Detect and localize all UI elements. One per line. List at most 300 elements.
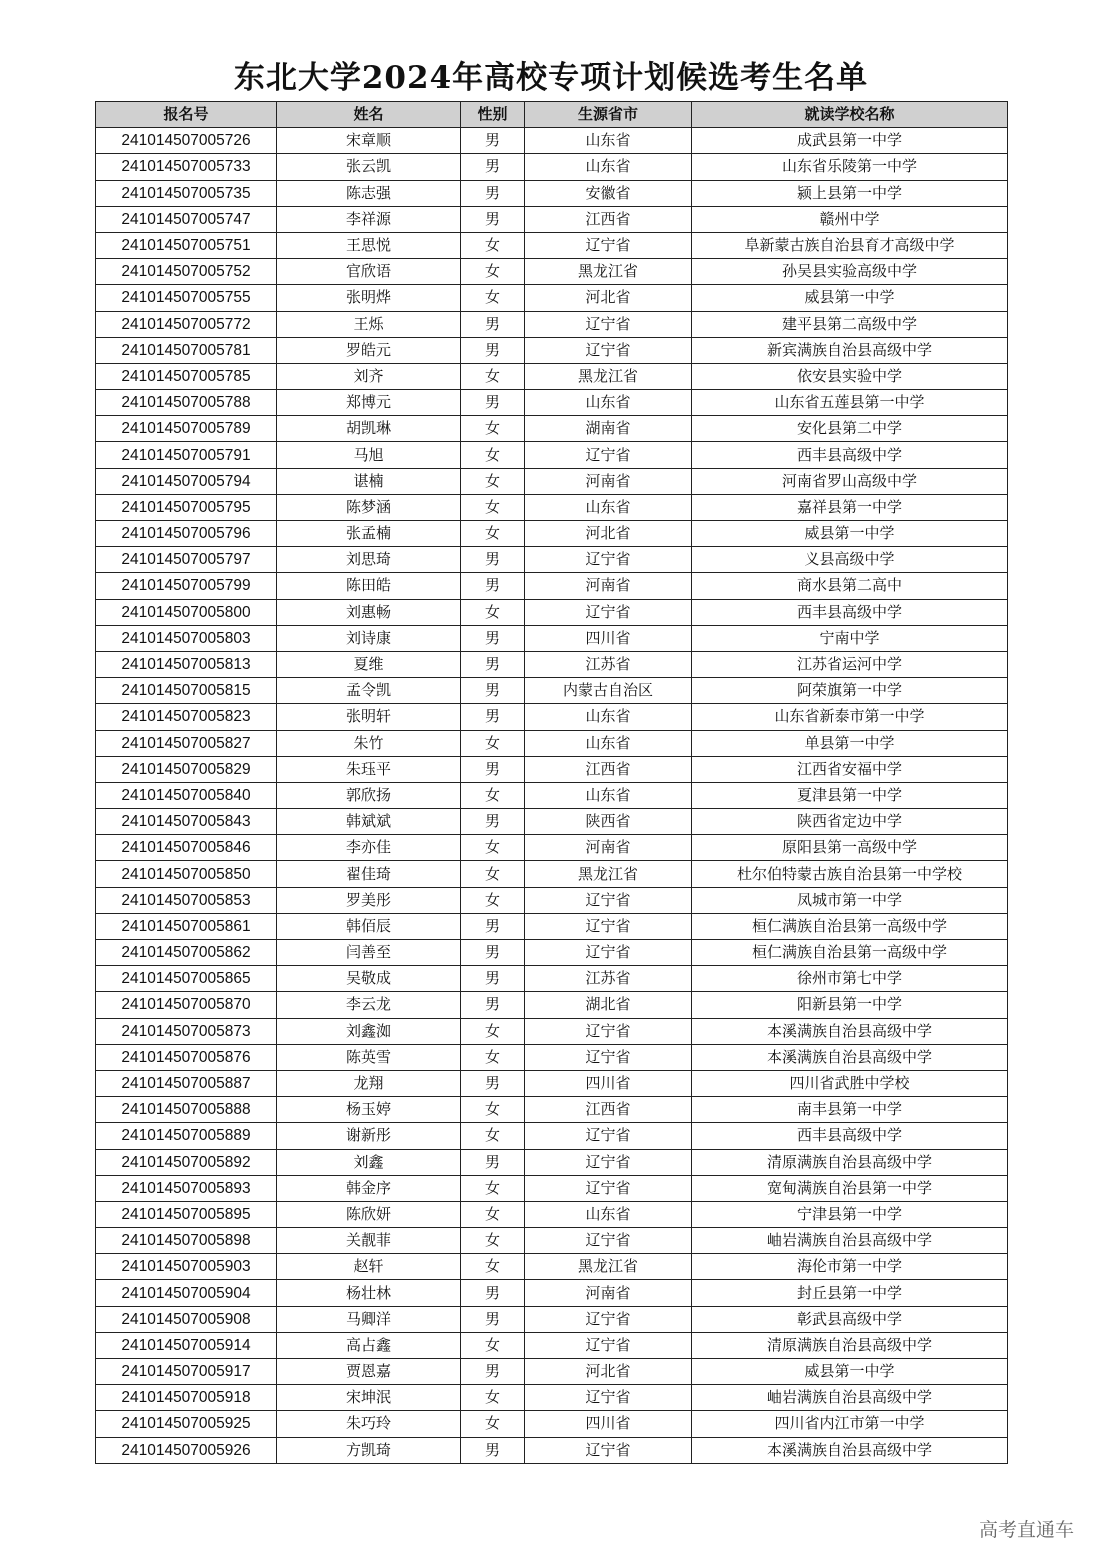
cell-province: 四川省	[525, 1070, 692, 1096]
table-row	[96, 730, 1008, 756]
cell-student-name: 陈梦涵	[277, 494, 461, 520]
table-row	[96, 1018, 1008, 1044]
cell-registration-number: 241014507005914	[96, 1332, 277, 1358]
cell-registration-number: 241014507005873	[96, 1018, 277, 1044]
cell-student-name: 杨玉婷	[277, 1097, 461, 1123]
cell-school-name: 宁南中学	[692, 625, 1008, 651]
table-header	[96, 102, 1008, 128]
cell-school-name: 岫岩满族自治县高级中学	[692, 1228, 1008, 1254]
table-row	[96, 913, 1008, 939]
cell-registration-number: 241014507005889	[96, 1123, 277, 1149]
cell-province: 河南省	[525, 468, 692, 494]
cell-student-name: 高占鑫	[277, 1332, 461, 1358]
cell-gender: 女	[461, 521, 525, 547]
cell-school-name: 原阳县第一高级中学	[692, 835, 1008, 861]
cell-province: 山东省	[525, 730, 692, 756]
cell-gender: 女	[461, 1097, 525, 1123]
cell-gender: 男	[461, 128, 525, 154]
cell-province: 辽宁省	[525, 599, 692, 625]
table-row	[96, 1044, 1008, 1070]
cell-student-name: 龙翔	[277, 1070, 461, 1096]
cell-province: 河北省	[525, 521, 692, 547]
cell-province: 山东省	[525, 128, 692, 154]
cell-registration-number: 241014507005747	[96, 206, 277, 232]
table-row	[96, 1280, 1008, 1306]
cell-province: 辽宁省	[525, 337, 692, 363]
cell-school-name: 彰武县高级中学	[692, 1306, 1008, 1332]
cell-student-name: 方凯琦	[277, 1437, 461, 1463]
cell-province: 辽宁省	[525, 913, 692, 939]
cell-province: 内蒙古自治区	[525, 678, 692, 704]
cell-province: 河南省	[525, 1280, 692, 1306]
cell-province: 辽宁省	[525, 311, 692, 337]
cell-school-name: 山东省新泰市第一中学	[692, 704, 1008, 730]
cell-school-name: 宽甸满族自治县第一中学	[692, 1175, 1008, 1201]
cell-student-name: 罗皓元	[277, 337, 461, 363]
cell-student-name: 罗美彤	[277, 887, 461, 913]
cell-gender: 女	[461, 232, 525, 258]
table-row	[96, 782, 1008, 808]
table-row	[96, 704, 1008, 730]
cell-registration-number: 241014507005887	[96, 1070, 277, 1096]
cell-province: 四川省	[525, 625, 692, 651]
table-row	[96, 1437, 1008, 1463]
cell-student-name: 陈英雪	[277, 1044, 461, 1070]
cell-student-name: 刘鑫洳	[277, 1018, 461, 1044]
table-row	[96, 363, 1008, 389]
header-name: 姓名	[277, 102, 461, 128]
cell-school-name: 四川省内江市第一中学	[692, 1411, 1008, 1437]
cell-registration-number: 241014507005926	[96, 1437, 277, 1463]
cell-province: 四川省	[525, 1411, 692, 1437]
header-registration-number: 报名号	[96, 102, 277, 128]
cell-school-name: 江苏省运河中学	[692, 651, 1008, 677]
cell-registration-number: 241014507005733	[96, 154, 277, 180]
cell-province: 河南省	[525, 573, 692, 599]
cell-province: 辽宁省	[525, 1228, 692, 1254]
cell-gender: 男	[461, 966, 525, 992]
table-row	[96, 966, 1008, 992]
table-row	[96, 1149, 1008, 1175]
cell-school-name: 徐州市第七中学	[692, 966, 1008, 992]
table-row	[96, 573, 1008, 599]
cell-school-name: 商水县第二高中	[692, 573, 1008, 599]
cell-province: 辽宁省	[525, 232, 692, 258]
table-row	[96, 311, 1008, 337]
cell-student-name: 关靓菲	[277, 1228, 461, 1254]
cell-province: 江西省	[525, 756, 692, 782]
cell-registration-number: 241014507005752	[96, 259, 277, 285]
cell-school-name: 威县第一中学	[692, 285, 1008, 311]
cell-gender: 女	[461, 259, 525, 285]
cell-student-name: 翟佳琦	[277, 861, 461, 887]
cell-registration-number: 241014507005904	[96, 1280, 277, 1306]
cell-gender: 男	[461, 756, 525, 782]
cell-province: 辽宁省	[525, 1149, 692, 1175]
cell-province: 江苏省	[525, 651, 692, 677]
cell-student-name: 陈田皓	[277, 573, 461, 599]
page-title: 东北大学2024年高校专项计划候选考生名单	[233, 60, 869, 96]
cell-student-name: 官欣语	[277, 259, 461, 285]
cell-gender: 男	[461, 154, 525, 180]
cell-province: 江苏省	[525, 966, 692, 992]
cell-student-name: 胡凯琳	[277, 416, 461, 442]
cell-province: 山东省	[525, 704, 692, 730]
cell-province: 山东省	[525, 782, 692, 808]
cell-province: 黑龙江省	[525, 1254, 692, 1280]
cell-registration-number: 241014507005893	[96, 1175, 277, 1201]
cell-school-name: 威县第一中学	[692, 1359, 1008, 1385]
cell-school-name: 河南省罗山高级中学	[692, 468, 1008, 494]
cell-school-name: 依安县实验中学	[692, 363, 1008, 389]
cell-gender: 女	[461, 1254, 525, 1280]
cell-registration-number: 241014507005795	[96, 494, 277, 520]
table-row	[96, 547, 1008, 573]
cell-gender: 男	[461, 940, 525, 966]
cell-gender: 女	[461, 599, 525, 625]
table-row	[96, 1097, 1008, 1123]
cell-student-name: 韩金序	[277, 1175, 461, 1201]
cell-registration-number: 241014507005876	[96, 1044, 277, 1070]
header-province: 生源省市	[525, 102, 692, 128]
cell-gender: 男	[461, 678, 525, 704]
cell-school-name: 阿荣旗第一中学	[692, 678, 1008, 704]
cell-gender: 女	[461, 1385, 525, 1411]
cell-student-name: 闫善至	[277, 940, 461, 966]
cell-gender: 女	[461, 363, 525, 389]
cell-student-name: 马旭	[277, 442, 461, 468]
cell-province: 山东省	[525, 390, 692, 416]
cell-school-name: 岫岩满族自治县高级中学	[692, 1385, 1008, 1411]
cell-gender: 男	[461, 311, 525, 337]
table-row	[96, 1201, 1008, 1227]
cell-student-name: 陈志强	[277, 180, 461, 206]
cell-gender: 男	[461, 625, 525, 651]
cell-student-name: 朱竹	[277, 730, 461, 756]
candidate-table	[95, 101, 1008, 1464]
cell-gender: 女	[461, 1228, 525, 1254]
cell-gender: 男	[461, 651, 525, 677]
cell-school-name: 西丰县高级中学	[692, 599, 1008, 625]
cell-school-name: 威县第一中学	[692, 521, 1008, 547]
cell-student-name: 刘惠畅	[277, 599, 461, 625]
cell-registration-number: 241014507005789	[96, 416, 277, 442]
cell-registration-number: 241014507005846	[96, 835, 277, 861]
cell-student-name: 谌楠	[277, 468, 461, 494]
cell-registration-number: 241014507005853	[96, 887, 277, 913]
cell-student-name: 宋章顺	[277, 128, 461, 154]
cell-school-name: 义县高级中学	[692, 547, 1008, 573]
cell-registration-number: 241014507005898	[96, 1228, 277, 1254]
cell-province: 辽宁省	[525, 1385, 692, 1411]
cell-gender: 女	[461, 285, 525, 311]
cell-registration-number: 241014507005870	[96, 992, 277, 1018]
cell-student-name: 刘鑫	[277, 1149, 461, 1175]
cell-province: 辽宁省	[525, 547, 692, 573]
cell-gender: 男	[461, 992, 525, 1018]
table-row	[96, 232, 1008, 258]
cell-student-name: 韩斌斌	[277, 809, 461, 835]
cell-student-name: 赵轩	[277, 1254, 461, 1280]
cell-registration-number: 241014507005908	[96, 1306, 277, 1332]
table-row	[96, 887, 1008, 913]
cell-school-name: 单县第一中学	[692, 730, 1008, 756]
cell-registration-number: 241014507005918	[96, 1385, 277, 1411]
cell-student-name: 朱珏平	[277, 756, 461, 782]
cell-registration-number: 241014507005785	[96, 363, 277, 389]
cell-registration-number: 241014507005827	[96, 730, 277, 756]
cell-gender: 女	[461, 442, 525, 468]
table-row	[96, 128, 1008, 154]
cell-registration-number: 241014507005843	[96, 809, 277, 835]
cell-school-name: 赣州中学	[692, 206, 1008, 232]
cell-school-name: 颍上县第一中学	[692, 180, 1008, 206]
cell-gender: 女	[461, 1201, 525, 1227]
cell-school-name: 桓仁满族自治县第一高级中学	[692, 913, 1008, 939]
cell-student-name: 谢新彤	[277, 1123, 461, 1149]
table-row	[96, 651, 1008, 677]
cell-gender: 女	[461, 1123, 525, 1149]
table-row	[96, 678, 1008, 704]
cell-gender: 女	[461, 861, 525, 887]
cell-school-name: 嘉祥县第一中学	[692, 494, 1008, 520]
cell-gender: 男	[461, 809, 525, 835]
table-row	[96, 494, 1008, 520]
cell-province: 辽宁省	[525, 442, 692, 468]
cell-province: 辽宁省	[525, 1332, 692, 1358]
cell-registration-number: 241014507005797	[96, 547, 277, 573]
cell-registration-number: 241014507005925	[96, 1411, 277, 1437]
cell-student-name: 朱巧玲	[277, 1411, 461, 1437]
cell-gender: 女	[461, 887, 525, 913]
cell-school-name: 宁津县第一中学	[692, 1201, 1008, 1227]
cell-gender: 男	[461, 390, 525, 416]
table-row	[96, 940, 1008, 966]
table-row	[96, 521, 1008, 547]
cell-school-name: 孙吴县实验高级中学	[692, 259, 1008, 285]
cell-province: 江西省	[525, 206, 692, 232]
cell-gender: 女	[461, 730, 525, 756]
table-row	[96, 835, 1008, 861]
table-row	[96, 625, 1008, 651]
cell-registration-number: 241014507005735	[96, 180, 277, 206]
table-row	[96, 285, 1008, 311]
cell-student-name: 郑博元	[277, 390, 461, 416]
cell-province: 辽宁省	[525, 1018, 692, 1044]
table-row	[96, 861, 1008, 887]
table-row	[96, 1070, 1008, 1096]
cell-province: 辽宁省	[525, 1175, 692, 1201]
cell-province: 黑龙江省	[525, 363, 692, 389]
cell-school-name: 本溪满族自治县高级中学	[692, 1044, 1008, 1070]
table-row	[96, 756, 1008, 782]
cell-gender: 女	[461, 416, 525, 442]
cell-gender: 女	[461, 1044, 525, 1070]
cell-gender: 男	[461, 573, 525, 599]
cell-registration-number: 241014507005895	[96, 1201, 277, 1227]
cell-student-name: 贾恩嘉	[277, 1359, 461, 1385]
cell-province: 山东省	[525, 154, 692, 180]
cell-school-name: 凤城市第一中学	[692, 887, 1008, 913]
cell-gender: 男	[461, 1306, 525, 1332]
cell-student-name: 韩佰辰	[277, 913, 461, 939]
table-row	[96, 442, 1008, 468]
cell-registration-number: 241014507005840	[96, 782, 277, 808]
cell-student-name: 郭欣扬	[277, 782, 461, 808]
cell-province: 湖南省	[525, 416, 692, 442]
table-row	[96, 1228, 1008, 1254]
table-row	[96, 1254, 1008, 1280]
table-row	[96, 1332, 1008, 1358]
cell-registration-number: 241014507005726	[96, 128, 277, 154]
cell-registration-number: 241014507005865	[96, 966, 277, 992]
cell-school-name: 清原满族自治县高级中学	[692, 1149, 1008, 1175]
cell-student-name: 马卿洋	[277, 1306, 461, 1332]
cell-province: 山东省	[525, 1201, 692, 1227]
cell-province: 陕西省	[525, 809, 692, 835]
table-row	[96, 1175, 1008, 1201]
cell-registration-number: 241014507005888	[96, 1097, 277, 1123]
cell-gender: 女	[461, 468, 525, 494]
cell-school-name: 山东省乐陵第一中学	[692, 154, 1008, 180]
cell-gender: 男	[461, 1149, 525, 1175]
cell-student-name: 孟令凯	[277, 678, 461, 704]
header-row	[96, 102, 1008, 128]
cell-registration-number: 241014507005829	[96, 756, 277, 782]
cell-registration-number: 241014507005815	[96, 678, 277, 704]
cell-student-name: 李亦佳	[277, 835, 461, 861]
cell-school-name: 海伦市第一中学	[692, 1254, 1008, 1280]
cell-student-name: 杨壮林	[277, 1280, 461, 1306]
cell-registration-number: 241014507005772	[96, 311, 277, 337]
cell-school-name: 封丘县第一中学	[692, 1280, 1008, 1306]
cell-school-name: 陕西省定边中学	[692, 809, 1008, 835]
cell-school-name: 桓仁满族自治县第一高级中学	[692, 940, 1008, 966]
cell-gender: 女	[461, 1332, 525, 1358]
cell-registration-number: 241014507005751	[96, 232, 277, 258]
table-row	[96, 416, 1008, 442]
cell-gender: 女	[461, 1018, 525, 1044]
cell-student-name: 吴敬成	[277, 966, 461, 992]
cell-gender: 男	[461, 1280, 525, 1306]
cell-registration-number: 241014507005803	[96, 625, 277, 651]
cell-province: 湖北省	[525, 992, 692, 1018]
cell-registration-number: 241014507005788	[96, 390, 277, 416]
cell-gender: 男	[461, 206, 525, 232]
cell-school-name: 山东省五莲县第一中学	[692, 390, 1008, 416]
cell-school-name: 江西省安福中学	[692, 756, 1008, 782]
header-school: 就读学校名称	[692, 102, 1008, 128]
cell-registration-number: 241014507005892	[96, 1149, 277, 1175]
table-row	[96, 180, 1008, 206]
table-row	[96, 1306, 1008, 1332]
cell-school-name: 夏津县第一中学	[692, 782, 1008, 808]
cell-registration-number: 241014507005799	[96, 573, 277, 599]
cell-school-name: 本溪满族自治县高级中学	[692, 1437, 1008, 1463]
cell-school-name: 西丰县高级中学	[692, 1123, 1008, 1149]
table-row	[96, 992, 1008, 1018]
cell-school-name: 建平县第二高级中学	[692, 311, 1008, 337]
cell-province: 辽宁省	[525, 1437, 692, 1463]
cell-student-name: 刘诗康	[277, 625, 461, 651]
cell-gender: 男	[461, 337, 525, 363]
table-row	[96, 1359, 1008, 1385]
cell-student-name: 王思悦	[277, 232, 461, 258]
cell-student-name: 张明轩	[277, 704, 461, 730]
cell-school-name: 安化县第二中学	[692, 416, 1008, 442]
cell-province: 辽宁省	[525, 1306, 692, 1332]
cell-registration-number: 241014507005917	[96, 1359, 277, 1385]
cell-gender: 男	[461, 547, 525, 573]
cell-province: 黑龙江省	[525, 259, 692, 285]
cell-registration-number: 241014507005781	[96, 337, 277, 363]
cell-school-name: 杜尔伯特蒙古族自治县第一中学校	[692, 861, 1008, 887]
cell-gender: 男	[461, 1359, 525, 1385]
table-row	[96, 154, 1008, 180]
watermark-text: 高考直通车	[978, 1519, 1074, 1541]
cell-province: 河北省	[525, 1359, 692, 1385]
cell-registration-number: 241014507005755	[96, 285, 277, 311]
cell-school-name: 清原满族自治县高级中学	[692, 1332, 1008, 1358]
table-row	[96, 259, 1008, 285]
cell-school-name: 本溪满族自治县高级中学	[692, 1018, 1008, 1044]
cell-province: 河北省	[525, 285, 692, 311]
cell-school-name: 西丰县高级中学	[692, 442, 1008, 468]
cell-student-name: 张云凯	[277, 154, 461, 180]
cell-gender: 女	[461, 782, 525, 808]
cell-student-name: 张孟楠	[277, 521, 461, 547]
table-row	[96, 1411, 1008, 1437]
cell-gender: 男	[461, 1437, 525, 1463]
cell-school-name: 四川省武胜中学校	[692, 1070, 1008, 1096]
cell-province: 山东省	[525, 494, 692, 520]
cell-gender: 女	[461, 1175, 525, 1201]
cell-student-name: 王烁	[277, 311, 461, 337]
cell-student-name: 宋坤泯	[277, 1385, 461, 1411]
cell-student-name: 李云龙	[277, 992, 461, 1018]
table-row	[96, 206, 1008, 232]
cell-school-name: 成武县第一中学	[692, 128, 1008, 154]
cell-student-name: 张明烨	[277, 285, 461, 311]
cell-province: 黑龙江省	[525, 861, 692, 887]
cell-province: 河南省	[525, 835, 692, 861]
table-row	[96, 468, 1008, 494]
cell-gender: 男	[461, 180, 525, 206]
cell-registration-number: 241014507005823	[96, 704, 277, 730]
cell-student-name: 李祥源	[277, 206, 461, 232]
cell-registration-number: 241014507005796	[96, 521, 277, 547]
cell-province: 江西省	[525, 1097, 692, 1123]
cell-province: 辽宁省	[525, 1123, 692, 1149]
cell-gender: 男	[461, 704, 525, 730]
cell-gender: 女	[461, 835, 525, 861]
cell-registration-number: 241014507005903	[96, 1254, 277, 1280]
cell-registration-number: 241014507005800	[96, 599, 277, 625]
cell-registration-number: 241014507005850	[96, 861, 277, 887]
table-body	[96, 128, 1008, 1464]
cell-school-name: 阳新县第一中学	[692, 992, 1008, 1018]
cell-school-name: 阜新蒙古族自治县育才高级中学	[692, 232, 1008, 258]
cell-student-name: 刘思琦	[277, 547, 461, 573]
cell-registration-number: 241014507005861	[96, 913, 277, 939]
cell-student-name: 刘齐	[277, 363, 461, 389]
table-row	[96, 1123, 1008, 1149]
header-gender: 性别	[461, 102, 525, 128]
table-row	[96, 1385, 1008, 1411]
cell-registration-number: 241014507005862	[96, 940, 277, 966]
cell-province: 辽宁省	[525, 887, 692, 913]
cell-registration-number: 241014507005813	[96, 651, 277, 677]
